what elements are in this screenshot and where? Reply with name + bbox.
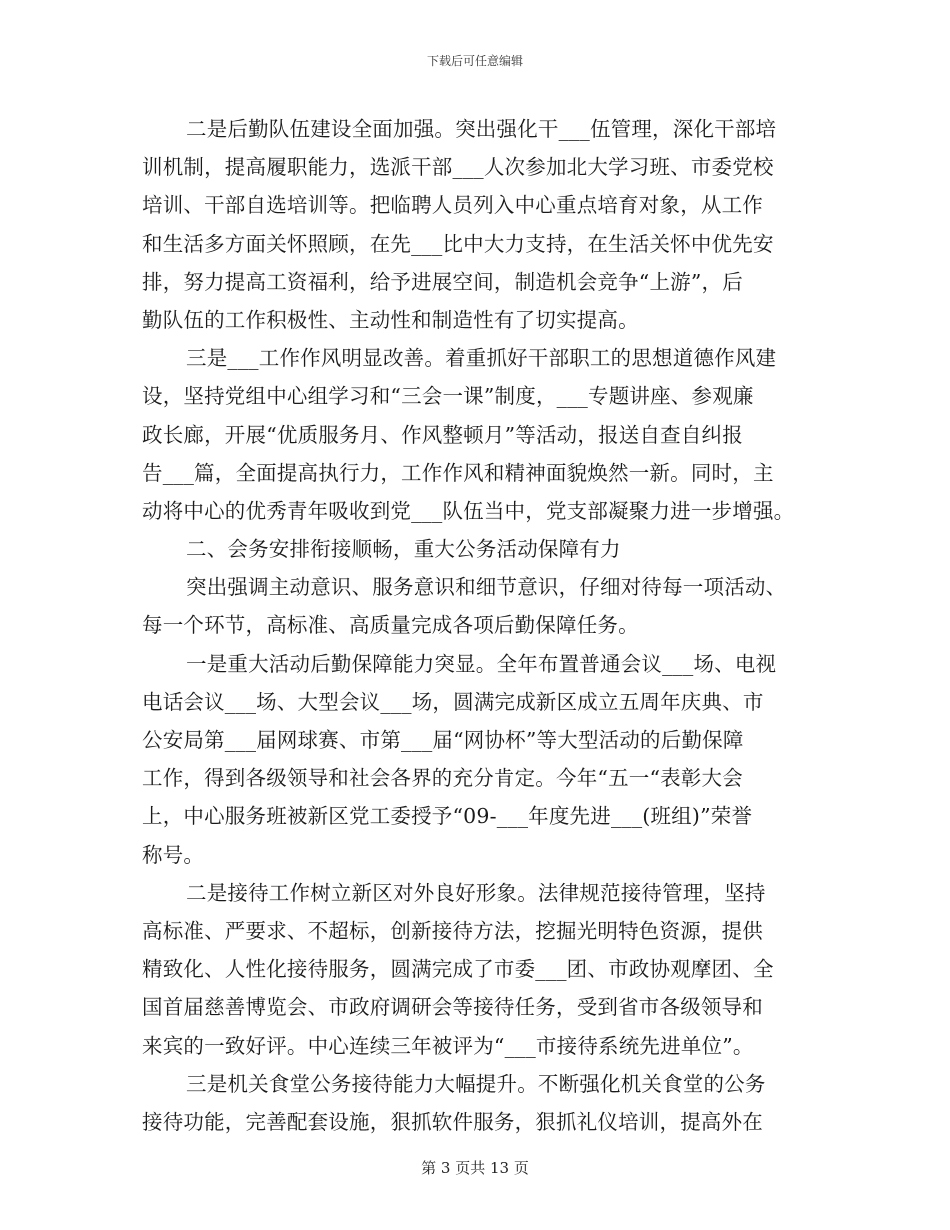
text-line: 三是机关食堂公务接待能力大幅提升。不断强化机关食堂的公务 <box>186 1071 766 1096</box>
text-line: 工作，得到各级领导和社会各界的充分肯定。今年“五一“表彰大会 <box>142 766 743 791</box>
text-line: 一是重大活动后勤保障能力突显。全年布置普通会议___场、电视 <box>186 651 777 676</box>
text-line: 电话会议___场、大型会议___场，圆满完成新区成立五周年庆典、市 <box>142 689 764 714</box>
text-line: 动将中心的优秀青年吸收到党___队伍当中，党支部凝聚力进一步增强。 <box>142 498 795 523</box>
page-number: 第 3 页共 13 页 <box>421 1159 529 1177</box>
document-body <box>142 110 822 1141</box>
text-line: 突出强调主动意识、服务意识和细节意识，仔细对待每一项活动、 <box>186 575 787 600</box>
text-line: 设，坚持党组中心组学习和“三会一课”制度，___专题讲座、参观廉 <box>142 384 754 409</box>
text-line: 排，努力提高工资福利，给予进展空间，制造机会竞争“上游”，后 <box>142 269 743 294</box>
text-line: 和生活多方面关怀照顾，在先___比中大力支持，在生活关怀中优先安 <box>142 231 774 256</box>
text-line: 接待功能，完善配套设施，狠抓软件服务，狠抓礼仪培训，提高外在 <box>142 1109 763 1134</box>
text-line: 培训、干部自选培训等。把临聘人员列入中心重点培育对象，从工作 <box>142 193 763 218</box>
text-line: 公安局第___届网球赛、市第___届“网协杯”等大型活动的后勤保障 <box>142 728 744 752</box>
text-line: 训机制，提高履职能力，选派干部___人次参加北大学习班、市委党校 <box>142 155 774 180</box>
text-line: 三是___工作作风明显改善。着重抓好干部职工的思想道德作风建 <box>186 346 777 371</box>
text-line: 政长廊，开展“优质服务月、作风整顿月”等活动，报送自查自纠报 <box>142 422 743 447</box>
text-line: 高标准、严要求、不超标，创新接待方法，挖掘光明特色资源，提供 <box>142 918 763 943</box>
section-heading: 二、会务安排衔接顺畅，重大公务活动保障有力 <box>186 537 621 562</box>
text-line: 二是后勤队伍建设全面加强。突出强化干___伍管理，深化干部培 <box>186 117 777 141</box>
text-line: 二是接待工作树立新区对外良好形象。法律规范接待管理，坚持 <box>186 880 766 905</box>
text-line: 上，中心服务班被新区党工委授予“09-___年度先进___(班组)”荣誉 <box>142 804 753 829</box>
text-line: 国首届慈善博览会、市政府调研会等接待任务，受到省市各级领导和 <box>142 995 763 1020</box>
text-line: 精致化、人性化接待服务，圆满完成了市委___团、市政协观摩团、全 <box>142 957 774 982</box>
page-header-note: 下载后可任意编辑 <box>426 54 523 68</box>
text-line: 称号。 <box>142 842 205 867</box>
text-line: 勤队伍的工作积极性、主动性和制造性有了切实提高。 <box>142 307 639 332</box>
text-line: 来宾的一致好评。中心连续三年被评为“___市接待系统先进单位”。 <box>142 1033 754 1058</box>
text-line: 告___篇，全面提高执行力，工作作风和精神面貌焕然一新。同时，主 <box>142 460 774 485</box>
text-line: 每一个环节，高标准、高质量完成各项后勤保障任务。 <box>142 613 639 638</box>
